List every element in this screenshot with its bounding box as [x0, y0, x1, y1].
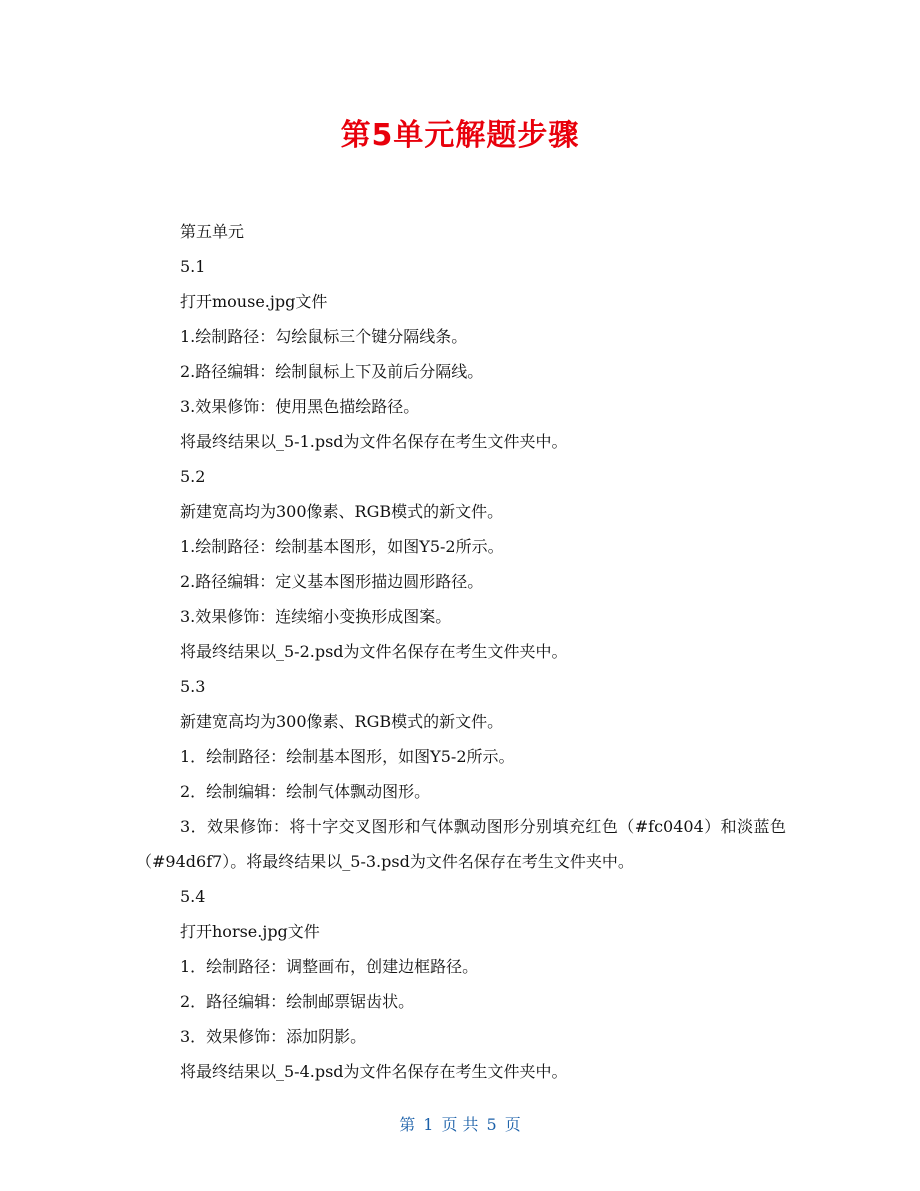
body-line: 3.效果修饰：连续缩小变换形成图案。	[180, 607, 452, 626]
body-line: 1.绘制路径：绘制基本图形，如图Y5-2所示。	[180, 537, 504, 556]
body-line: 5.3	[180, 677, 206, 696]
page-footer	[0, 1112, 920, 1138]
body-line: 2．路径编辑：绘制邮票锯齿状。	[180, 992, 415, 1011]
footer-page-number: 1	[423, 1115, 434, 1134]
body-line: 1．绘制路径：调整画布，创建边框路径。	[180, 957, 479, 976]
body-line: 打开horse.jpg文件	[180, 922, 320, 941]
body-line: 第五单元	[180, 222, 245, 241]
body-line: 将最终结果以_5-1.psd为文件名保存在考生文件夹中。	[180, 432, 568, 451]
body-line: 将最终结果以_5-4.psd为文件名保存在考生文件夹中。	[180, 1062, 568, 1081]
body-line: 3．效果修饰：添加阴影。	[180, 1027, 367, 1046]
footer-prefix: 第	[399, 1115, 416, 1134]
body-line: 3.效果修饰：使用黑色描绘路径。	[180, 397, 420, 416]
body-line: 2.路径编辑：定义基本图形描边圆形路径。	[180, 572, 484, 591]
body-line: 将最终结果以_5-2.psd为文件名保存在考生文件夹中。	[180, 642, 568, 661]
body-line: 1.绘制路径：勾绘鼠标三个键分隔线条。	[180, 327, 468, 346]
body-line: 1．绘制路径：绘制基本图形，如图Y5-2所示。	[180, 747, 515, 766]
footer-total-pages: 5	[486, 1115, 497, 1134]
body-paragraph: 3．效果修饰：将十字交叉图形和气体飘动图形分别填充红色（#fc0404）和淡蓝色（#94d6f7）。将最终结果以_5-3.psd为文件名保存在考生文件夹中。	[136, 817, 786, 871]
document-body	[136, 214, 786, 1089]
document-title: 第5单元解题步骤	[340, 118, 580, 153]
body-line: 新建宽高均为300像素、RGB模式的新文件。	[180, 712, 504, 731]
footer-suffix: 页	[504, 1115, 521, 1134]
body-line: 2．绘制编辑：绘制气体飘动图形。	[180, 782, 431, 801]
body-line: 新建宽高均为300像素、RGB模式的新文件。	[180, 502, 504, 521]
body-line: 5.2	[180, 467, 206, 486]
body-line: 2.路径编辑：绘制鼠标上下及前后分隔线。	[180, 362, 484, 381]
body-line: 打开mouse.jpg文件	[180, 292, 328, 311]
body-line: 5.4	[180, 887, 206, 906]
body-line: 5.1	[180, 257, 206, 276]
footer-middle: 页 共	[441, 1115, 479, 1134]
